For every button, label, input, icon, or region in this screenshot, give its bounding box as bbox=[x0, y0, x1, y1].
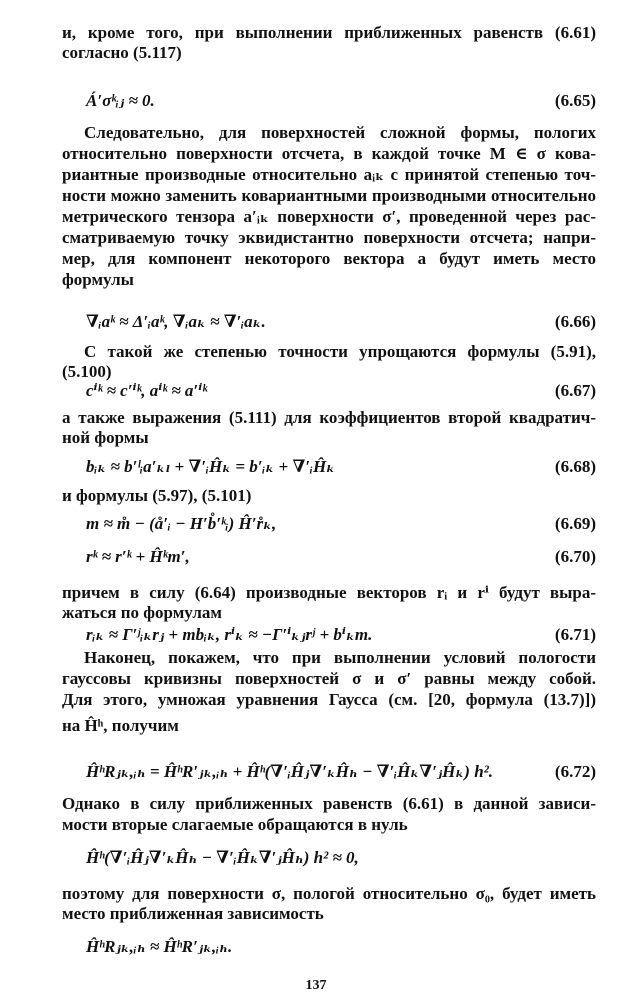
equation-number: (6.71) bbox=[554, 625, 596, 644]
text-line: гауссовы кривизны поверхностей σ и σ′ равны между собой. bbox=[62, 669, 596, 688]
text-line: поэтому для поверхности σ, пологой относительно σ₀, будет иметь bbox=[62, 884, 596, 903]
page-number: 137 bbox=[305, 978, 327, 993]
text-line: причем в силу (6.64) производные векторов rᵢ и rⁱ будут выра- bbox=[62, 583, 596, 602]
text-line: Наконец, покажем, что при выполнении условий пологости bbox=[84, 648, 596, 667]
equation-6-66 bbox=[86, 311, 596, 333]
text-line: формулы bbox=[62, 270, 134, 289]
text-line: место приближенная зависимость bbox=[62, 904, 324, 923]
text-line: мер, для компонент некоторого вектора a будут иметь место bbox=[62, 249, 596, 268]
equation-number: (6.69) bbox=[554, 514, 596, 533]
text-line: и формулы (5.97), (5.101) bbox=[62, 486, 252, 505]
text-line: а также выражения (5.111) для коэффициентов второй квадратич- bbox=[62, 408, 596, 427]
text-line: Однако в силу приближенных равенств (6.61) в данной зависи- bbox=[62, 794, 596, 813]
equation-number: (6.67) bbox=[554, 381, 596, 400]
equation-number: (6.65) bbox=[554, 91, 596, 110]
formula: Á′σᵏᵢⱼ ≈ 0. bbox=[86, 91, 155, 110]
equation-6-72 bbox=[86, 761, 596, 783]
text-line: и, кроме того, при выполнении приближенных равенств (6.61) bbox=[62, 23, 596, 42]
text-line: риантные производные относительно aᵢₖ с принятой степенью точ- bbox=[62, 165, 596, 184]
equation-number: (6.70) bbox=[554, 547, 596, 566]
formula: Ĥʰ(∇′ᵢĤⱼ∇′ₖĤₕ − ∇′ᵢĤₖ∇′ⱼĤₕ) h² ≈ 0, bbox=[86, 848, 359, 867]
formula: rᵏ ≈ r′ᵏ + Ĥᵏm′, bbox=[86, 547, 190, 566]
formula: bᵢₖ ≈ b′ˡᵢa′ₖₗ + ∇′ᵢĤₖ = b′ᵢₖ + ∇′ᵢĤₖ bbox=[86, 457, 336, 476]
text-line: ности можно заменить ковариантными производными относительно bbox=[62, 186, 596, 205]
text-line: относительно поверхности отсчета, в каждой точке M ∈ σ кова- bbox=[62, 144, 596, 163]
formula: ∇ᵢaᵏ ≈ Δ′ᵢaᵏ, ∇ᵢaₖ ≈ ∇′ᵢaₖ. bbox=[86, 312, 266, 331]
equation-6-70 bbox=[86, 546, 596, 568]
text-line: (5.100) bbox=[62, 362, 112, 381]
formula: ĤʰRⱼₖ,ᵢₕ = ĤʰR′ⱼₖ,ᵢₕ + Ĥʰ(∇′ᵢĤⱼ∇′ₖĤₕ − ∇′ᵢĤₖ∇′ⱼĤₖ) h². bbox=[86, 762, 494, 781]
formula: ĤʰRⱼₖ,ᵢₕ ≈ ĤʰR′ⱼₖ,ᵢₕ. bbox=[86, 937, 233, 956]
text-line: согласно (5.117) bbox=[62, 43, 182, 62]
equation-6-69 bbox=[86, 513, 596, 535]
text-line: жаться по формулам bbox=[62, 603, 222, 622]
text-line: С такой же степенью точности упрощаются формулы (5.91), bbox=[84, 342, 596, 361]
equation-unnumbered bbox=[86, 847, 596, 869]
text-line: мости вторые слагаемые обращаются в нуль bbox=[62, 815, 408, 834]
equation-6-67 bbox=[86, 380, 596, 402]
text-line: метрического тензора a′ᵢₖ поверхности σ′, проведенной через рас- bbox=[62, 207, 596, 226]
equation-6-65 bbox=[86, 90, 596, 112]
text-line: Следовательно, для поверхностей сложной формы, пологих bbox=[84, 123, 596, 142]
equation-final bbox=[86, 936, 596, 958]
text-line: на Ĥʰ, получим bbox=[62, 716, 179, 735]
text-line: Для этого, умножая уравнения Гаусса (см. [20, формула (13.7)]) bbox=[62, 690, 596, 709]
formula: m ≈ m̊ − (å′ᵢ − H′b̊′ᵏᵢ) Ĥ′r̊ₖ, bbox=[86, 514, 277, 533]
equation-6-68 bbox=[86, 456, 596, 478]
text-line: сматриваемую точку эквидистантно поверхности отсчета; напри- bbox=[62, 228, 596, 247]
equation-6-71 bbox=[86, 624, 596, 646]
equation-number: (6.72) bbox=[554, 762, 596, 781]
equation-number: (6.66) bbox=[554, 312, 596, 331]
formula: cⁱᵏ ≈ c′ⁱᵏ, aⁱᵏ ≈ a′ⁱᵏ bbox=[86, 381, 208, 400]
text-line: ной формы bbox=[62, 428, 149, 447]
formula: rᵢₖ ≈ Γ′ʲᵢₖrⱼ + mbᵢₖ, rⁱₖ ≈ −Γ′ⁱₖⱼrʲ + bⁱₖm. bbox=[86, 625, 373, 644]
equation-number: (6.68) bbox=[554, 457, 596, 476]
